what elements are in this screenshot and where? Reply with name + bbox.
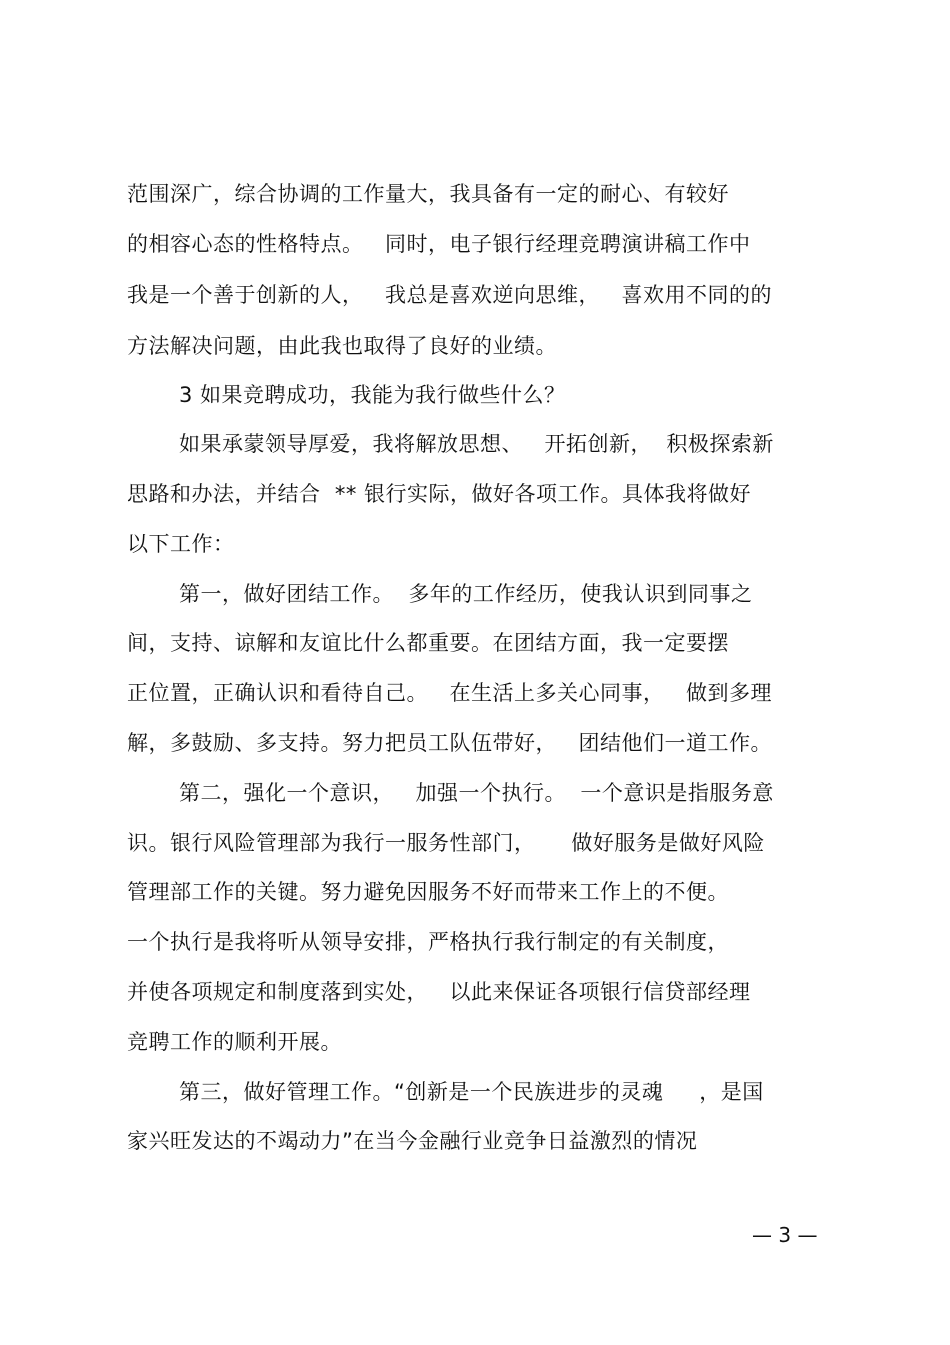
text-line: 解，多鼓励、多支持。努力把员工队伍带好， 团结他们一道工作。	[127, 731, 773, 755]
text-line: 管理部工作的关键。努力避免因服务不好而带来工作上的不便。	[127, 880, 729, 904]
text-line: 思路和办法，并结合 ** 银行实际，做好各项工作。具体我将做好	[127, 482, 752, 506]
text-line: 间，支持、谅解和友谊比什么都重要。在团结方面，我一定要摆	[127, 631, 729, 655]
text-line: 我是一个善于创新的人， 我总是喜欢逆向思维， 喜欢用不同的的	[127, 283, 773, 307]
text-line: 正位置，正确认识和看待自己。 在生活上多关心同事， 做到多理	[127, 681, 773, 705]
text-line: 家兴旺发达的不竭动力”在当今金融行业竞争日益激烈的情况	[127, 1129, 698, 1153]
text-line: 以下工作：	[127, 532, 235, 556]
text-line: 范围深广，综合协调的工作量大，我具备有一定的耐心、有较好	[127, 182, 729, 206]
text-line: 第二，强化一个意识， 加强一个执行。 一个意识是指服务意	[179, 781, 774, 805]
page-number: — 3 —	[752, 1223, 818, 1247]
section-heading: 3 如果竞聘成功，我能为我行做些什么？	[179, 383, 566, 407]
text-line: 识。银行风险管理部为我行一服务性部门， 做好服务是做好风险	[127, 831, 765, 855]
text-line: 第三，做好管理工作。“创新是一个民族进步的灵魂 ，是国	[179, 1080, 764, 1104]
text-line: 并使各项规定和制度落到实处， 以此来保证各项银行信贷部经理	[127, 980, 751, 1004]
text-line: 第一，做好团结工作。 多年的工作经历，使我认识到同事之	[179, 582, 753, 606]
text-line: 的相容心态的性格特点。 同时，电子银行经理竞聘演讲稿工作中	[127, 232, 751, 256]
text-line: 竞聘工作的顺利开展。	[127, 1030, 342, 1054]
text-line: 如果承蒙领导厚爱，我将解放思想、 开拓创新， 积极探索新	[179, 432, 774, 456]
text-line: 方法解决问题，由此我也取得了良好的业绩。	[127, 334, 557, 358]
text-line: 一个执行是我将听从领导安排，严格执行我行制定的有关制度，	[127, 930, 729, 954]
